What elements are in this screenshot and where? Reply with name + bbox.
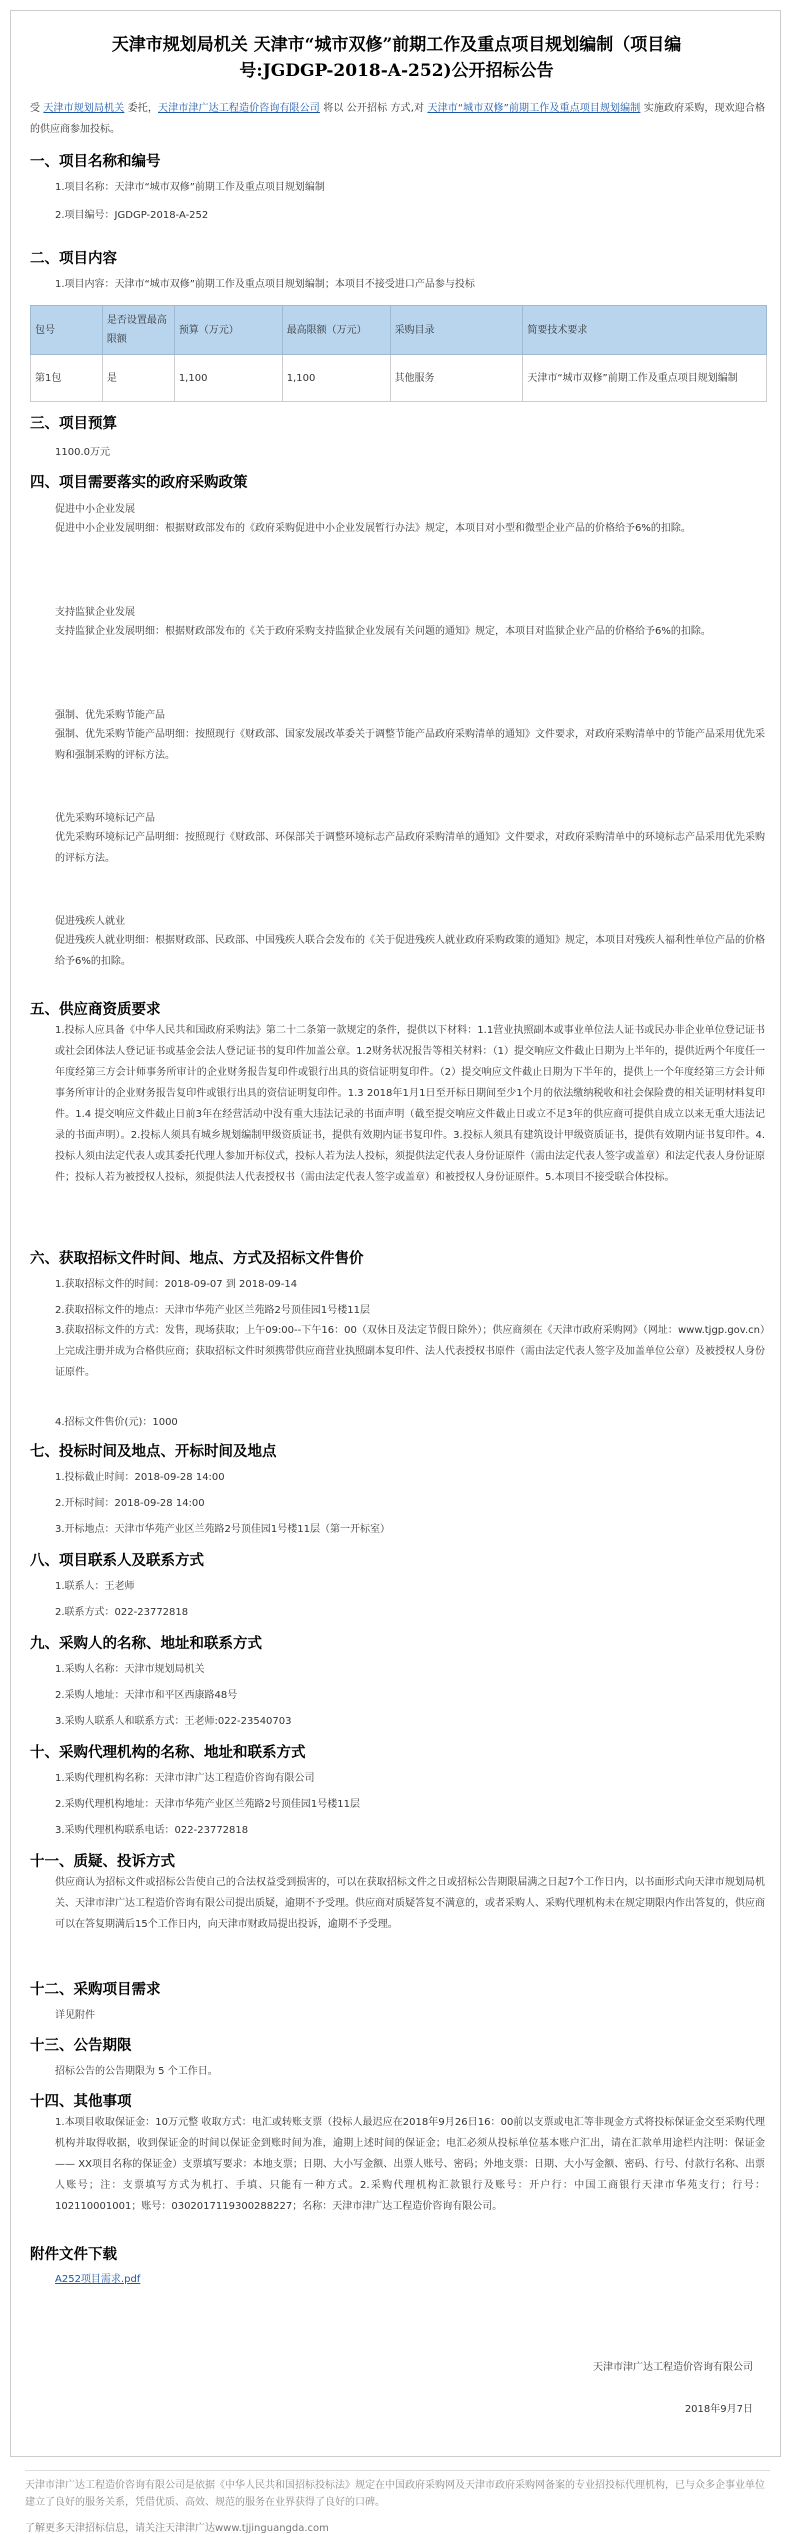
section-4-heading: 四、项目需要落实的政府采购政策 (30, 474, 248, 491)
attachments-heading: 附件文件下载 (30, 2246, 117, 2263)
table-header-cell: 预算（万元） (174, 306, 282, 355)
purchaser-address: 2.采购人地址：天津市和平区西康路48号 (55, 1690, 238, 1701)
section-6-heading: 六、获取招标文件时间、地点、方式及招标文件售价 (30, 1250, 364, 1267)
policy-title-disability: 促进残疾人就业 (55, 916, 125, 927)
section-9-heading: 九、采购人的名称、地址和联系方式 (30, 1635, 262, 1652)
complaint-text: 供应商认为招标文件或招标公告使自己的合法权益受到损害的，可以在获取招标文件之日或招标公告期限届满之日起7个工作日内，以书面形式向天津市规划局机关、天津市津广达工程造价咨询有限公司提出质疑，逾期不予受理。供应商对质疑答复不满意的，或者采购人、采购代理机构未在规定期限内作出答复的，供应商可以在答复期满后15个工作日内，向天津市财政局提出投诉，逾期不予受理。 (55, 1877, 765, 1930)
intro-text-3: 将以 公开招标 方式,对 (319, 103, 428, 114)
table-cell: 其他服务 (390, 355, 523, 402)
table-row (31, 355, 767, 402)
contact-phone: 2.联系方式：022-23772818 (55, 1607, 189, 1618)
table-cell: 是 (102, 355, 174, 402)
footer-more-link[interactable]: 了解更多天津招标信息，请关注天津津广达www.tjjinguangda.com (25, 2523, 329, 2534)
policy-text-energy: 强制、优先采购节能产品明细：按照现行《财政部、国家发展改革委关于调整节能产品政府采购清单的通知》文件要求，对政府采购清单中的节能产品采用优先采购和强制采购的评标方法。 (55, 729, 765, 761)
agent-phone: 3.采购代理机构联系电话：022-23772818 (55, 1825, 249, 1836)
section-2-heading: 二、项目内容 (30, 250, 117, 267)
section-14-heading: 十四、其他事项 (30, 2093, 132, 2110)
notice-period: 招标公告的公告期限为 5 个工作日。 (55, 2066, 218, 2077)
agent-link[interactable]: 天津市津广达工程造价咨询有限公司 (158, 103, 320, 114)
footer-text: 天津市津广达工程造价咨询有限公司是依据《中华人民共和国招标投标法》规定在中国政府采购网及天津市政府采购网备案的专业招投标代理机构，已与众多企事业单位建立了良好的服务关系，凭借优质、高效、规范的服务在业界获得了良好的口碑。 (25, 2480, 765, 2508)
intro-text-1: 受 (30, 103, 44, 114)
section-10-heading: 十、采购代理机构的名称、地址和联系方式 (30, 1744, 306, 1761)
section-7-heading: 七、投标时间及地点、开标时间及地点 (30, 1443, 277, 1460)
section-13-heading: 十三、公告期限 (30, 2037, 132, 2054)
policy-title-energy: 强制、优先采购节能产品 (55, 710, 165, 721)
footer (25, 2470, 770, 2534)
intro-text-4: 实施政府采购，现欢迎合格的供应商参加投标。 (30, 103, 766, 135)
section-8-heading: 八、项目联系人及联系方式 (30, 1552, 204, 1569)
requirements-text: 详见附件 (55, 2010, 95, 2021)
section-1-heading: 一、项目名称和编号 (30, 153, 161, 170)
opening-time: 2.开标时间：2018-09-28 14:00 (55, 1498, 205, 1509)
section-11-heading: 十一、质疑、投诉方式 (30, 1853, 175, 1870)
agent-name: 1.采购代理机构名称：天津市津广达工程造价咨询有限公司 (55, 1773, 315, 1784)
other-matters-text: 1.本项目收取保证金：10万元整 收取方式：电汇或转账支票（投标人最迟应在2018年9月26日16：00前以支票或电汇等非现金方式将投标保证金交至采购代理机构并取得收据，收到保证金的时间以保证金到账时间为准，逾期上述时间的保证金；电汇必须从投标单位基本账户汇出，请在汇款单用途栏内注明：保证金 —— XX项目名称的保证金）支票填写要求：本地支票；日期、大小写金额、出票人账号、密码；外地支票：日期、大小写金额、密码、行号、付款行名称、出票人账号；注：支票填写方式为机打、手填、只能有一种方式。2.采购代理机构汇款银行及账号：开户行：中国工商银行天津市华苑支行；行号：102110001001；账号：0302017119300288227；名称：天津市津广达工程造价咨询有限公司。 (55, 2117, 765, 2212)
package-table (30, 305, 767, 402)
purchaser-name: 1.采购人名称：天津市规划局机关 (55, 1664, 205, 1675)
project-link[interactable]: 天津市“城市双修”前期工作及重点项目规划编制 (427, 103, 641, 114)
table-header-cell: 最高限额（万元） (282, 306, 390, 355)
table-header-cell: 包号 (31, 306, 103, 355)
project-code: 2.项目编号：JGDGP-2018-A-252 (55, 210, 209, 221)
section-3-heading: 三、项目预算 (30, 415, 117, 432)
policy-title-environment: 优先采购环境标记产品 (55, 813, 155, 824)
page-title-line-1: 天津市规划局机关 天津市“城市双修”前期工作及重点项目规划编制（项目编 (111, 35, 682, 55)
attachment-file-link[interactable]: A252项目需求.pdf (55, 2274, 141, 2285)
signature-company: 天津市津广达工程造价咨询有限公司 (593, 2362, 753, 2373)
intro-paragraph (30, 98, 765, 140)
section-12-heading: 十二、采购项目需求 (30, 1981, 161, 1998)
table-header-cell: 采购目录 (390, 306, 523, 355)
table-cell: 1,100 (282, 355, 390, 402)
agency-link[interactable]: 天津市规划局机关 (43, 103, 125, 114)
table-header-row (31, 306, 767, 355)
table-cell: 1,100 (174, 355, 282, 402)
policy-title-prison: 支持监狱企业发展 (55, 607, 135, 618)
project-content: 1.项目内容：天津市“城市双修”前期工作及重点项目规划编制；本项目不接受进口产品参与投标 (55, 279, 475, 290)
agent-address: 2.采购代理机构地址：天津市华苑产业区兰苑路2号顶佳园1号楼11层 (55, 1799, 360, 1810)
table-cell: 第1包 (31, 355, 103, 402)
intro-text-2: 委托， (124, 103, 159, 114)
policy-text-prison: 支持监狱企业发展明细：根据财政部发布的《关于政府采购支持监狱企业发展有关问题的通知》规定，本项目对监狱企业产品的价格给予6%的扣除。 (55, 626, 711, 637)
purchaser-contact: 3.采购人联系人和联系方式：王老师:022-23540703 (55, 1716, 292, 1727)
table-header-cell: 简要技术要求 (523, 306, 767, 355)
qualification-text: 1.投标人应具备《中华人民共和国政府采购法》第二十二条第一款规定的条件，提供以下材料：1.1营业执照副本或事业单位法人证书或民办非企业单位登记证书或社会团体法人登记证书或基金会法人登记证书的复印件加盖公章。1.2财务状况报告等相关材料：（1）提交响应文件截止日期为上半年的，提供近两个年度任一年度经第三方会计师事务所审计的企业财务报告复印件或银行出具的资信证明复印件。（2）提交响应文件截止日期为下半年的，提供上一个年度经第三方会计师事务所审计的企业财务报告复印件或银行出具的资信证明复印件。1.3 2018年1月1日至开标日期间至少1个月的依法缴纳税收和社会保险费的相关证明材料复印件。1.4 提交响应文件截止日前3年在经营活动中没有重大违法记录的书面声明（截至提交响应文件截止日或立不足3年的供应商可提供自成立以来无重大违法记录的书面声明）。2.投标人须具有城乡规划编制甲级资质证书，提供有效期内证书复印件。3.投标人须具有建筑设计甲级资质证书，提供有效期内证书复印件。4.投标人须由法定代表人或其委托代理人参加开标仪式，投标人若为法人投标，须提供法定代表人身份证原件（需由法定代表人签字或盖章）和法定代表人身份证原件；投标人若为被授权人投标，须提供法人代表授权书（需由法定代表人签字或盖章）和被授权人身份证原件。5.本项目不接受联合体投标。 (55, 1025, 765, 1183)
contact-person: 1.联系人：王老师 (55, 1581, 135, 1592)
docs-method: 3.获取招标文件的方式：发售，现场获取；上午09:00--下午16：00（双休日及法定节假日除外）；供应商须在《天津市政府采购网》（网址：www.tjgp.gov.cn）上完成注册并成为合格供应商；获取招标文件时须携带供应商营业执照副本复印件、法人代表授权书原件（需由法定代表人签字及加盖单位公章）及被授权人身份证原件。 (55, 1325, 765, 1378)
opening-place: 3.开标地点：天津市华苑产业区兰苑路2号顶佳园1号楼11层（第一开标室） (55, 1524, 390, 1535)
table-cell: 天津市“城市双修”前期工作及重点项目规划编制 (523, 355, 767, 402)
policy-text-disability: 促进残疾人就业明细：根据财政部、民政部、中国残疾人联合会发布的《关于促进残疾人就业政府采购政策的通知》规定，本项目对残疾人福利性单位产品的价格给予6%的扣除。 (55, 935, 765, 967)
signature-date: 2018年9月7日 (684, 2404, 753, 2415)
docs-time: 1.获取招标文件的时间：2018-09-07 到 2018-09-14 (55, 1279, 298, 1290)
page-title-line-2: 号:JGDGP-2018-A-252)公开招标公告 (239, 61, 554, 81)
section-5-heading: 五、供应商资质要求 (30, 1001, 161, 1018)
docs-place: 2.获取招标文件的地点：天津市华苑产业区兰苑路2号顶佳园1号楼11层 (55, 1305, 370, 1316)
policy-title-sme: 促进中小企业发展 (55, 504, 135, 515)
table-header-cell: 是否设置最高限额 (102, 306, 174, 355)
project-name: 1.项目名称：天津市“城市双修”前期工作及重点项目规划编制 (55, 182, 325, 193)
policy-text-sme: 促进中小企业发展明细：根据财政部发布的《政府采购促进中小企业发展暂行办法》规定，本项目对小型和微型企业产品的价格给予6%的扣除。 (55, 523, 691, 534)
bid-deadline: 1.投标截止时间：2018-09-28 14:00 (55, 1472, 225, 1483)
docs-price: 4.招标文件售价(元)：1000 (55, 1417, 178, 1428)
policy-text-environment: 优先采购环境标记产品明细：按照现行《财政部、环保部关于调整环境标志产品政府采购清单的通知》文件要求，对政府采购清单中的环境标志产品采用优先采购的评标方法。 (55, 832, 765, 864)
budget-value: 1100.0万元 (55, 447, 110, 458)
